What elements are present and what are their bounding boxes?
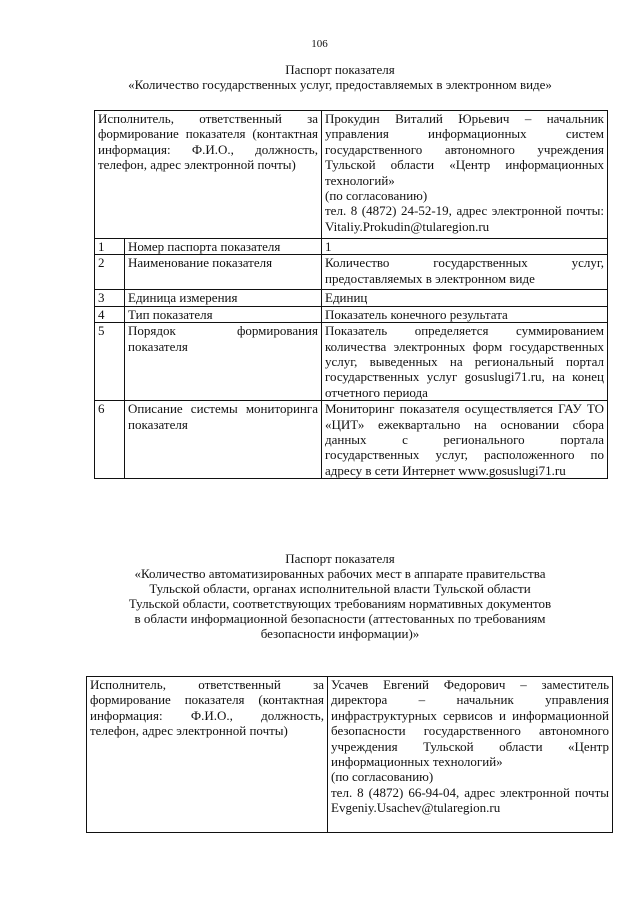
passport2-heading-line: Тульской области, соответствующих требованиям нормативных документов [128, 596, 552, 611]
passport2-executor-note: (по согласованию) [331, 769, 434, 785]
page-number: 106 [311, 38, 328, 50]
passport1-heading-subtitle: «Количество государственных услуг, предоставляемых в электронном виде» [128, 77, 552, 92]
passport2-heading [60, 551, 620, 641]
row-value: 1 [322, 239, 608, 255]
passport2-table [86, 676, 613, 833]
row-label: Номер паспорта показателя [125, 239, 322, 255]
table-row [95, 401, 608, 479]
row-value: Единиц [322, 290, 608, 306]
row-label: Порядок формирования показателя [125, 323, 322, 401]
row-number: 3 [95, 290, 125, 306]
passport1-executor-label: Исполнитель, ответственный за формирование показателя (контактная информация: Ф.И.О., должность, телефон, адрес электронной почты) [95, 111, 322, 239]
passport1-executor-name: Прокудин Виталий Юрьевич – начальник управления информационных систем государственного автономного учреждения Тульской области «Центр информационных технологий» [325, 111, 604, 188]
passport2-executor-value [328, 677, 613, 833]
passport2-heading-line: безопасности информации)» [260, 626, 420, 641]
row-value: Количество государственных услуг, предоставляемых в электронном виде [322, 255, 608, 290]
row-label: Наименование показателя [125, 255, 322, 290]
passport1-executor-value [322, 111, 608, 239]
row-value: Мониторинг показателя осуществляется ГАУ ТО «ЦИТ» ежеквартально на основании сбора данных с регионального портала государственных услуг, расположенного по адресу в сети Интернет www.gosuslugi71.ru [322, 401, 608, 479]
table-row [95, 290, 608, 306]
table-row [95, 239, 608, 255]
passport1-executor-contacts: тел. 8 (4872) 24-52-19, адрес электронной почты: Vitaliy.Prokudin@tularegion.ru [325, 203, 604, 234]
row-label: Описание системы мониторинга показателя [125, 401, 322, 479]
passport2-executor-name: Усачев Евгений Федорович – заместитель директора – начальник управления инфраструктурных сервисов и информационной безопасности государственного автономного учреждения Тульской области «Центр информационных технологий» [331, 677, 609, 770]
passport1-heading [60, 62, 620, 92]
passport2-heading-line: Тульской области, органах исполнительной власти Тульской области [149, 581, 531, 596]
passport2-executor-label: Исполнитель, ответственный за формирование показателя (контактная информация: Ф.И.О., должность, телефон, адрес электронной почты) [87, 677, 328, 833]
row-label: Единица измерения [125, 290, 322, 306]
row-number: 5 [95, 323, 125, 401]
table-row [95, 255, 608, 290]
passport1-executor-note: (по согласованию) [325, 188, 428, 204]
row-value: Показатель конечного результата [322, 306, 608, 322]
row-label: Тип показателя [125, 306, 322, 322]
row-number: 6 [95, 401, 125, 479]
passport1-table [94, 110, 608, 479]
passport1-heading-title: Паспорт показателя [285, 62, 395, 77]
passport2-executor-row [87, 677, 613, 833]
row-value: Показатель определяется суммированием количества электронных форм государственных услуг, выведенных на региональный портал государственных услуг gosuslugi71.ru, на конец отчетного периода [322, 323, 608, 401]
passport2-heading-line: «Количество автоматизированных рабочих мест в аппарате правительства [134, 566, 546, 581]
passport2-heading-title: Паспорт показателя [285, 551, 395, 566]
row-number: 2 [95, 255, 125, 290]
row-number: 1 [95, 239, 125, 255]
row-number: 4 [95, 306, 125, 322]
table-row [95, 323, 608, 401]
table-row [95, 306, 608, 322]
passport2-executor-contacts: тел. 8 (4872) 66-94-04, адрес электронной почты Evgeniy.Usachev@tularegion.ru [331, 784, 609, 816]
passport1-executor-row [95, 111, 608, 239]
passport2-heading-line: в области информационной безопасности (аттестованных по требованиям [134, 611, 546, 626]
